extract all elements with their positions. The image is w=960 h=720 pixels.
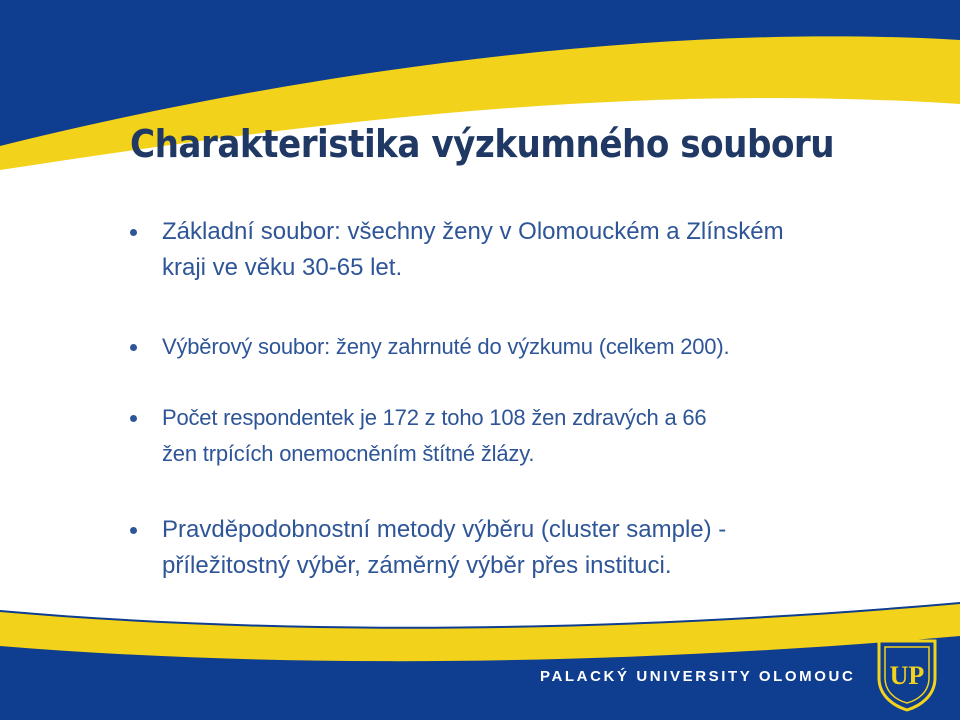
bullet-item-methods xyxy=(130,512,910,584)
university-crest-icon xyxy=(876,638,938,712)
bullet-text-line-1: Počet respondentek je 172 z toho 108 žen zdravých a 66 xyxy=(162,405,707,430)
bullet-text-line-1: Výběrový soubor: ženy zahrnuté do výzkumu (celkem 200). xyxy=(162,334,730,359)
crest-monogram: UP xyxy=(889,661,925,690)
bullet-text-line-1: Základní soubor: všechny ženy v Olomouckém a Zlínském xyxy=(162,218,784,245)
bullet-text-line-1: Pravděpodobnostní metody výběru (cluster sample) - xyxy=(162,516,727,543)
bullet-item-sample xyxy=(130,329,910,365)
bullet-item-respondents xyxy=(130,400,910,472)
bullet-list xyxy=(130,214,910,584)
footer-university-name: PALACKÝ UNIVERSITY OLOMOUC xyxy=(540,668,856,685)
bullet-item-population xyxy=(130,214,910,286)
bullet-text-line-2: žen trpících onemocněním štítné žlázy. xyxy=(162,441,535,466)
slide-title: Charakteristika výzkumného souboru xyxy=(130,122,835,166)
bullet-text-line-2: kraji ve věku 30-65 let. xyxy=(162,254,403,281)
bullet-text-line-2: příležitostný výběr, záměrný výběr přes instituci. xyxy=(162,552,672,579)
